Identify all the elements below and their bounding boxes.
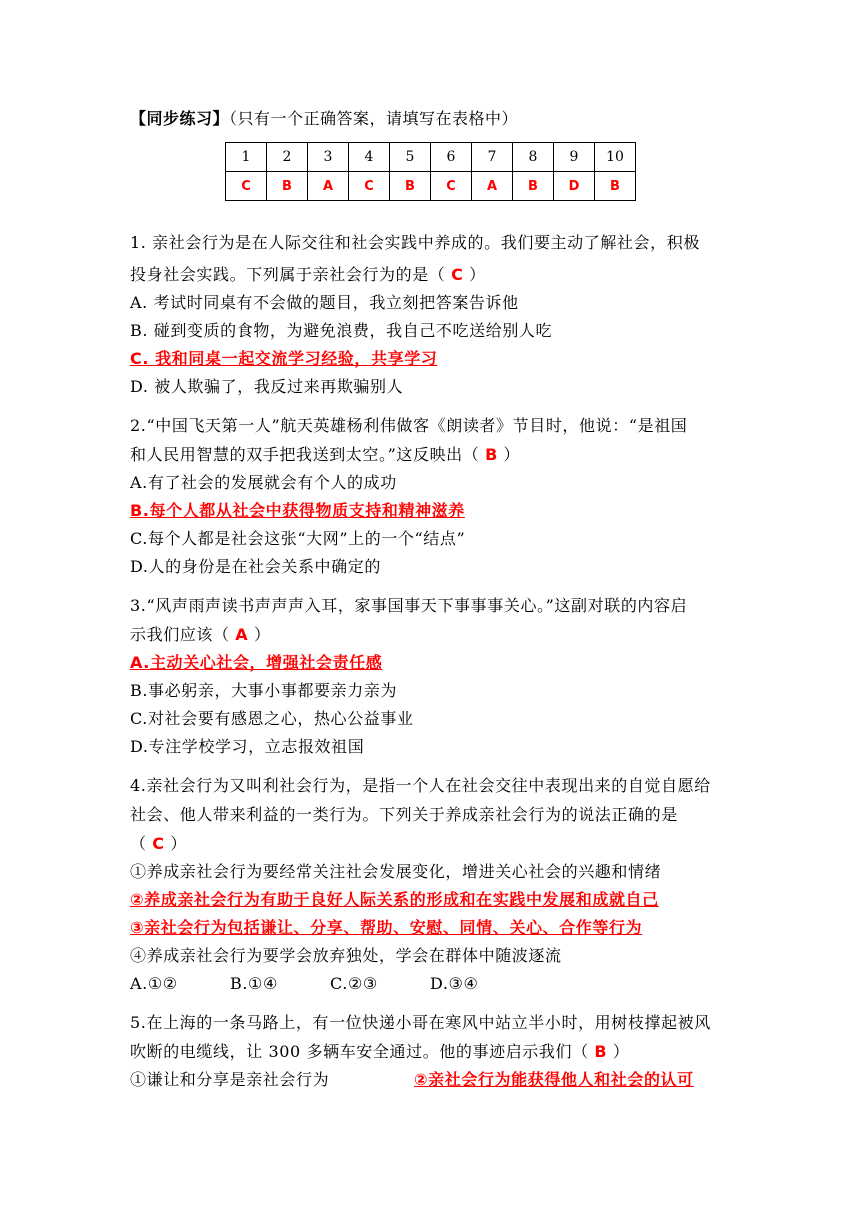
q3-stem-line2	[130, 625, 271, 645]
q1-option-c: C. 我和同桌一起交流学习经验，共享学习	[130, 349, 438, 368]
q3-option-b: B.事必躬亲，大事小事都要亲力亲为	[130, 681, 398, 700]
answer-cell: B	[513, 172, 554, 201]
q1-stem-pre: 投身社会实践。下列属于亲社会行为的是（	[130, 265, 452, 284]
answer-cell: C	[349, 172, 390, 201]
q4-options-row	[130, 974, 530, 994]
number-cell: 9	[554, 143, 595, 172]
q5-answer-mark: B	[594, 1042, 608, 1061]
q1-option-a: A. 考试时同桌有不会做的题目，我立刻把答案告诉他	[130, 293, 519, 312]
answer-table	[225, 142, 636, 201]
q4-statement-2: ②养成亲社会行为有助于良好人际关系的形成和在实践中发展和成就自己	[130, 890, 659, 909]
q1-stem-post: ）	[463, 265, 486, 284]
q1-option-b: B. 碰到变质的食物，为避免浪费，我自己不吃送给别人吃	[130, 321, 553, 340]
q2-stem-line1: 2.“中国飞天第一人”航天英雄杨利伟做客《朗读者》节目时，他说：“是祖国	[130, 416, 688, 435]
answer-cell: C	[431, 172, 472, 201]
q2-option-d: D.人的身份是在社会关系中确定的	[130, 557, 381, 576]
number-cell: 1	[226, 143, 267, 172]
q2-stem-line2	[130, 445, 520, 465]
q1-answer-mark: C	[451, 265, 464, 284]
q4-stem-line1: 4.亲社会行为又叫利社会行为，是指一个人在社会交往中表现出来的自觉自愿给	[130, 776, 711, 795]
q5-statement-2: ②亲社会行为能获得他人和社会的认可	[414, 1070, 694, 1089]
answer-table-answer-row	[226, 172, 636, 201]
q4-option-b: B.①④	[230, 974, 278, 993]
number-cell: 2	[267, 143, 308, 172]
q4-statement-1: ①养成亲社会行为要经常关注社会发展变化，增进关心社会的兴趣和情绪	[130, 862, 662, 881]
q4-answer-mark: C	[152, 834, 165, 853]
answer-cell: A	[472, 172, 513, 201]
q5-stem-post: ）	[607, 1042, 630, 1061]
q4-stem-line3	[130, 834, 187, 854]
answer-cell: B	[390, 172, 431, 201]
heading-note: （只有一个正确答案，请填写在表格中）	[229, 109, 519, 128]
q4-statement-3: ③亲社会行为包括谦让、分享、帮助、安慰、同情、关心、合作等行为	[130, 918, 643, 937]
q4-option-a: A.①②	[130, 974, 178, 993]
q3-option-a: A.主动关心社会，增强社会责任感	[130, 653, 383, 672]
number-cell: 4	[349, 143, 390, 172]
number-cell: 6	[431, 143, 472, 172]
answer-cell: A	[308, 172, 349, 201]
section-heading	[130, 106, 518, 129]
q5-stem-line2	[130, 1042, 630, 1062]
q5-statement-1: ①谦让和分享是亲社会行为	[130, 1070, 330, 1089]
answer-cell: D	[554, 172, 595, 201]
q4-stem-pre: （	[130, 834, 153, 853]
q5-stem-line1: 5.在上海的一条马路上，有一位快递小哥在寒风中站立半小时，用树枝撑起被风	[130, 1013, 711, 1032]
answer-cell: C	[226, 172, 267, 201]
q2-option-b: B.每个人都从社会中获得物质支持和精神滋养	[130, 501, 465, 520]
q1-option-d: D. 被人欺骗了，我反过来再欺骗别人	[130, 377, 404, 396]
number-cell: 7	[472, 143, 513, 172]
number-cell: 5	[390, 143, 431, 172]
q1-stem-line1: 1. 亲社会行为是在人际交往和社会实践中养成的。我们要主动了解社会，积极	[130, 233, 700, 252]
q4-statement-4: ④养成亲社会行为要学会放弃独处，学会在群体中随波逐流	[130, 946, 562, 965]
q3-option-d: D.专注学校学习，立志报效祖国	[130, 737, 365, 756]
q2-option-a: A.有了社会的发展就会有个人的成功	[130, 473, 397, 492]
answer-table-number-row	[226, 143, 636, 172]
q3-stem-line1: 3.“风声雨声读书声声声入耳，家事国事天下事事事关心。”这副对联的内容启	[130, 596, 688, 615]
q2-stem-post: ）	[497, 445, 521, 464]
q3-option-c: C.对社会要有感恩之心，热心公益事业	[130, 709, 414, 728]
answer-cell: B	[595, 172, 636, 201]
answer-cell: B	[267, 172, 308, 201]
heading-title: 【同步练习】	[130, 109, 230, 128]
q4-stem-post: ）	[164, 834, 187, 853]
q4-option-c: C.②③	[330, 974, 378, 993]
number-cell: 3	[308, 143, 349, 172]
q4-stem-line2: 社会、他人带来利益的一类行为。下列关于养成亲社会行为的说法正确的是	[130, 805, 678, 824]
number-cell: 10	[595, 143, 636, 172]
q2-option-c: C.每个人都是社会这张“大网”上的一个“结点”	[130, 529, 466, 548]
q3-stem-post: ）	[248, 625, 271, 644]
q1-stem-line2	[130, 265, 486, 285]
q5-stem-pre: 吹断的电缆线，让 300 多辆车安全通过。他的事迹启示我们（	[130, 1042, 595, 1061]
q4-option-d: D.③④	[430, 974, 479, 993]
q2-stem-pre: 和人民用智慧的双手把我送到太空。”这反映出（	[130, 445, 486, 464]
number-cell: 8	[513, 143, 554, 172]
q2-answer-mark: B	[485, 445, 498, 464]
q3-stem-pre: 示我们应该（	[130, 625, 236, 644]
q3-answer-mark: A	[235, 625, 249, 644]
